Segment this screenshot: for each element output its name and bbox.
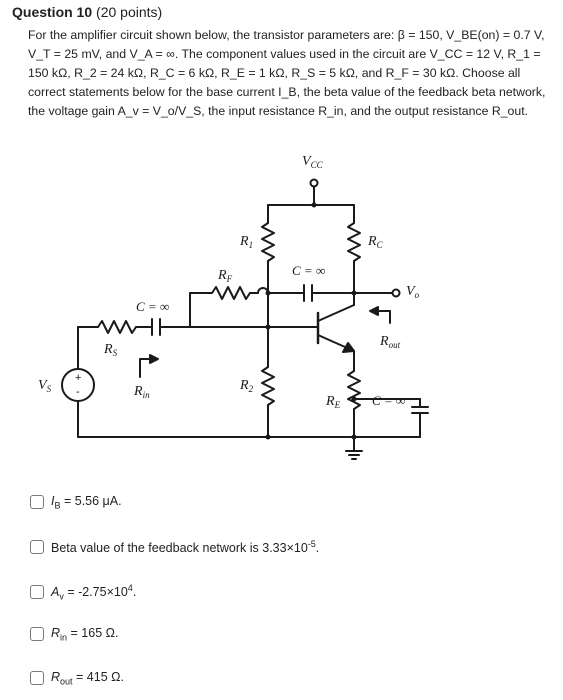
option-checkbox[interactable] — [30, 627, 44, 641]
re-resistor — [348, 371, 360, 409]
rout-label: $R_{out}$ — [380, 334, 401, 350]
question-points: (20 points) — [96, 4, 163, 20]
r2-resistor — [262, 367, 274, 405]
vo-terminal — [393, 290, 400, 297]
r1-label: $R_1$ — [240, 234, 254, 250]
rf-resistor — [212, 287, 250, 299]
option-rout[interactable]: $R_{out} = 415$ Ω. — [30, 670, 124, 687]
question-number: Question 10 — [12, 4, 93, 20]
vs-plus: + — [75, 372, 82, 384]
vo-label: $V_o$ — [406, 284, 420, 300]
option-feedback-beta[interactable]: Beta value of the feedback network is $3.33\times 10^{-5}$. — [30, 539, 319, 555]
option-ib[interactable]: $I_B = 5.56$ μA. — [30, 494, 122, 511]
option-checkbox[interactable] — [30, 540, 44, 554]
rs-resistor — [98, 321, 136, 333]
c-label-bypass: C = ∞ — [372, 393, 406, 408]
rs-label: $R_S$ — [104, 342, 118, 358]
rc-resistor — [348, 223, 360, 261]
vcc-label: $V_{CC}$ — [302, 154, 323, 170]
rin-label: $R_{in}$ — [134, 384, 150, 400]
option-checkbox[interactable] — [30, 671, 44, 685]
option-checkbox[interactable] — [30, 585, 44, 599]
vs-minus: - — [76, 386, 80, 398]
vs-label: $V_S$ — [38, 378, 52, 394]
circuit-diagram — [0, 145, 563, 475]
c-label-input: C = ∞ — [136, 299, 170, 314]
question-title — [12, 4, 162, 20]
rf-label: $R_F$ — [218, 268, 233, 284]
vcc-terminal — [311, 180, 318, 187]
option-av[interactable]: $A_v = -2.75\times 10^4$. — [30, 583, 136, 602]
option-rin[interactable]: $R_{in} = 165$ Ω. — [30, 626, 118, 643]
r2-label: $R_2$ — [240, 378, 254, 394]
re-label: $R_E$ — [326, 394, 341, 410]
option-checkbox[interactable] — [30, 495, 44, 509]
rc-label: $R_C$ — [368, 234, 383, 250]
c-label-collector: C = ∞ — [292, 263, 326, 278]
r1-resistor — [262, 223, 274, 261]
question-prompt: For the amplifier circuit shown below, the transistor parameters are: β = 150, V_BE(on) = 0.7 V, V_T = 25 mV, and V_A = ∞. The component values used in the circuit are V_CC = 12 V, R_1 = 150 kΩ, R_2 = 24 kΩ, R_C = 6 kΩ, R_E = 1 kΩ, R_S = 5 kΩ, and R_F = 30 kΩ. Choose all correct statements below for the base current I_B, the beta value of the feedback beta network, the voltage gain A_v = V_o/V_S, the input resistance R_in, and the output resistance R_out. — [28, 28, 546, 118]
